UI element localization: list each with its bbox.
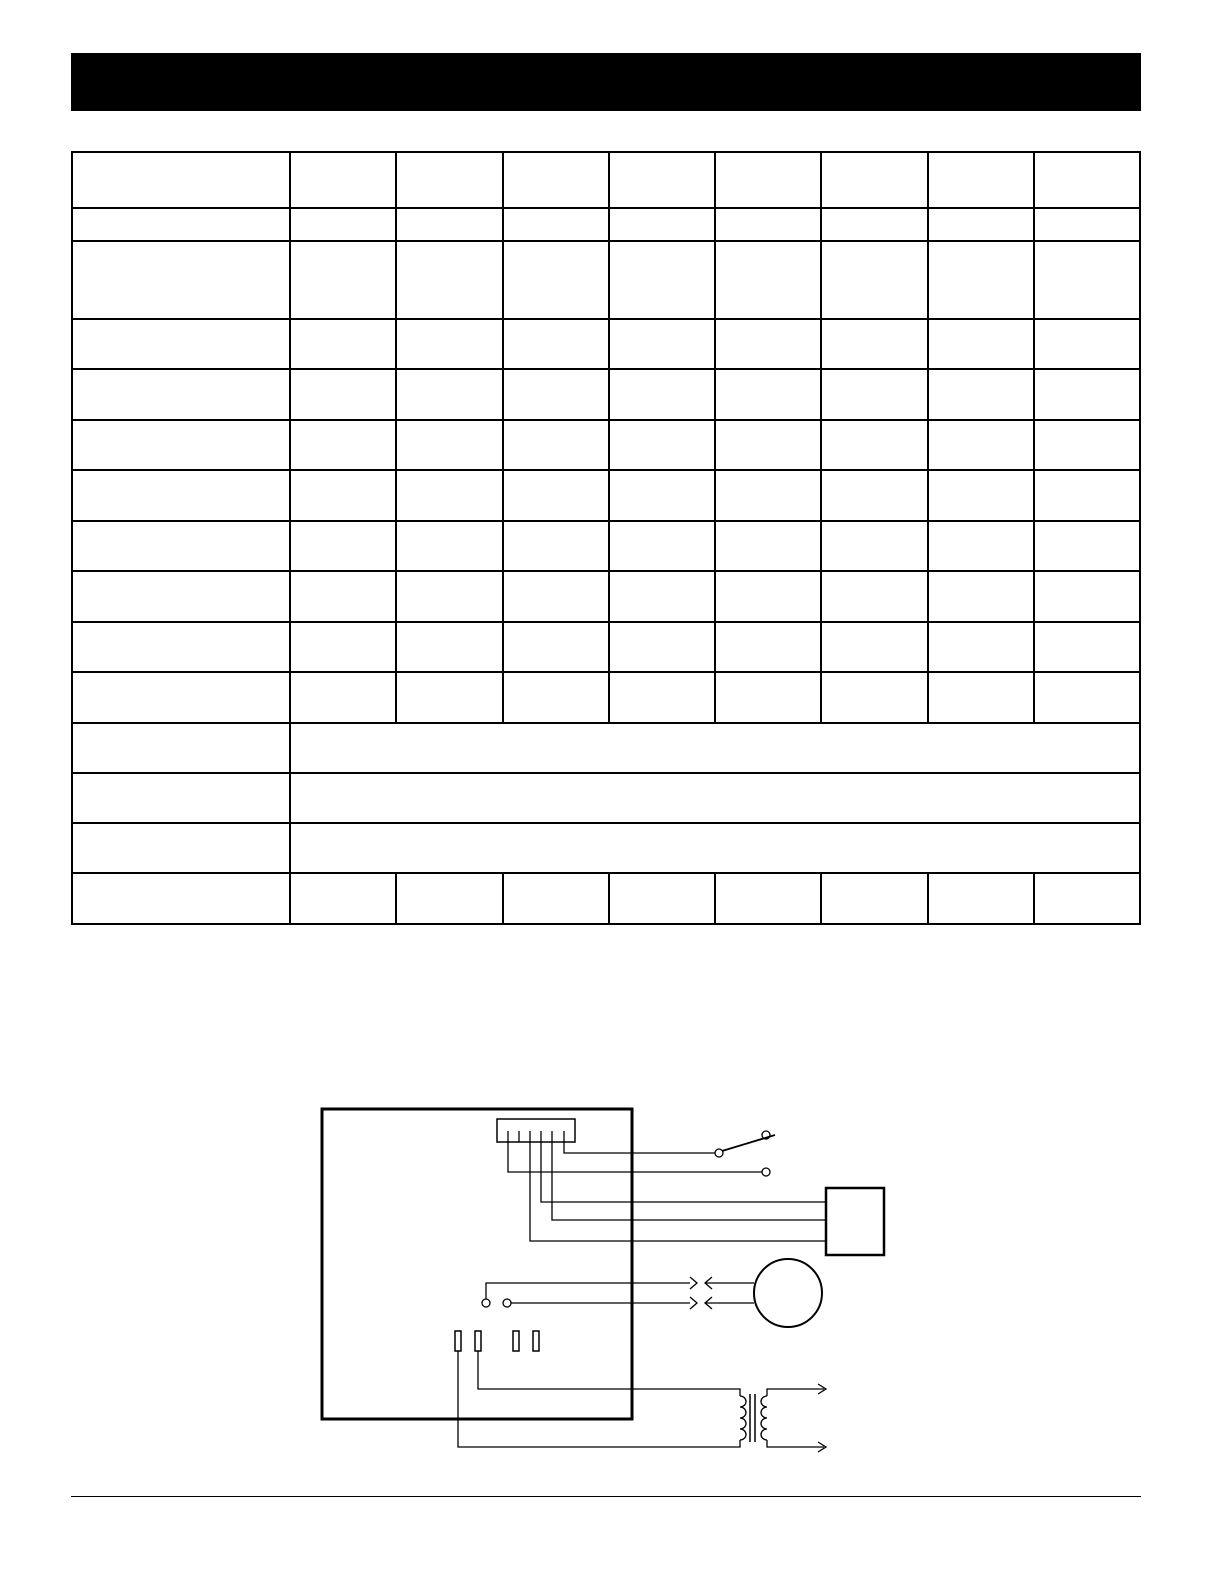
table-cell <box>1034 241 1140 319</box>
table-cell <box>821 470 927 521</box>
table-cell <box>715 622 821 672</box>
table-cell <box>396 521 502 571</box>
table-cell <box>609 873 715 924</box>
table-row <box>72 521 1140 571</box>
table-cell <box>928 622 1034 672</box>
table-cell <box>928 571 1034 622</box>
row-label <box>72 873 290 924</box>
table-cell <box>503 369 609 420</box>
table-row <box>72 873 1140 924</box>
table-cell <box>715 208 821 241</box>
specifications-table <box>71 151 1141 925</box>
table-cell <box>609 420 715 470</box>
table-cell <box>290 319 396 369</box>
table-cell <box>928 241 1034 319</box>
row-label <box>72 241 290 319</box>
table-cell <box>503 241 609 319</box>
row-label <box>72 823 290 873</box>
footer-rule <box>71 1496 1141 1497</box>
table-cell <box>290 470 396 521</box>
wiring-diagram <box>310 1095 910 1475</box>
table-row-spanned <box>72 823 1140 873</box>
table-cell <box>821 571 927 622</box>
table-cell <box>396 470 502 521</box>
table-cell <box>396 622 502 672</box>
table-cell <box>928 208 1034 241</box>
table-cell <box>928 521 1034 571</box>
table-row <box>72 241 1140 319</box>
transformer-symbol <box>740 1384 826 1452</box>
table-cell <box>821 208 927 241</box>
row-label <box>72 470 290 521</box>
table-cell <box>715 369 821 420</box>
module-box <box>826 1188 884 1255</box>
header-cell <box>503 152 609 208</box>
table-cell <box>503 319 609 369</box>
table-cell <box>503 873 609 924</box>
table-cell <box>1034 873 1140 924</box>
section-header-bar <box>71 53 1141 111</box>
row-label <box>72 319 290 369</box>
spanned-cell <box>290 723 1140 773</box>
table-cell <box>821 873 927 924</box>
row-label <box>72 369 290 420</box>
section-title <box>71 71 87 93</box>
table-cell <box>821 521 927 571</box>
board-terminals <box>455 1331 539 1351</box>
table-cell <box>715 873 821 924</box>
switch-symbol <box>715 1131 775 1176</box>
transformer-wiring <box>458 1351 740 1447</box>
table-cell <box>396 369 502 420</box>
table-cell <box>1034 521 1140 571</box>
table-row <box>72 208 1140 241</box>
spanned-cell <box>290 773 1140 823</box>
table-cell <box>715 521 821 571</box>
table-row-spanned <box>72 773 1140 823</box>
table-row-spanned <box>72 723 1140 773</box>
table-cell <box>503 208 609 241</box>
table-cell <box>396 571 502 622</box>
table-cell <box>1034 672 1140 723</box>
table-cell <box>1034 571 1140 622</box>
table-row <box>72 470 1140 521</box>
row-label <box>72 571 290 622</box>
table-cell <box>290 208 396 241</box>
table-cell <box>396 873 502 924</box>
table-cell <box>503 672 609 723</box>
table-cell <box>609 470 715 521</box>
header-cell <box>609 152 715 208</box>
terminal-connector <box>497 1119 575 1142</box>
table-cell <box>290 622 396 672</box>
row-label <box>72 208 290 241</box>
table-cell <box>609 369 715 420</box>
header-cell <box>396 152 502 208</box>
table-cell <box>290 241 396 319</box>
table-cell <box>715 241 821 319</box>
table-cell <box>396 672 502 723</box>
table-cell <box>503 521 609 571</box>
table-cell <box>609 319 715 369</box>
row-label <box>72 521 290 571</box>
table-cell <box>821 319 927 369</box>
table-cell <box>609 622 715 672</box>
table-cell <box>503 470 609 521</box>
table-cell <box>821 622 927 672</box>
table-cell <box>503 571 609 622</box>
table-cell <box>609 521 715 571</box>
row-label <box>72 773 290 823</box>
table-cell <box>503 420 609 470</box>
header-cell <box>928 152 1034 208</box>
table-cell <box>928 470 1034 521</box>
table-cell <box>821 672 927 723</box>
switch-wiring <box>508 1142 762 1172</box>
table-row <box>72 622 1140 672</box>
table-cell <box>396 420 502 470</box>
table-cell <box>290 672 396 723</box>
module-wiring <box>530 1142 826 1241</box>
table-header-row <box>72 152 1140 208</box>
table-cell <box>715 319 821 369</box>
table-cell <box>715 571 821 622</box>
table-cell <box>1034 420 1140 470</box>
table-cell <box>396 208 502 241</box>
header-cell <box>290 152 396 208</box>
table-cell <box>821 241 927 319</box>
table-cell <box>928 873 1034 924</box>
control-board <box>322 1109 632 1419</box>
table-cell <box>609 208 715 241</box>
row-label <box>72 672 290 723</box>
table-cell <box>609 571 715 622</box>
table-row <box>72 319 1140 369</box>
motor-wiring <box>482 1277 754 1309</box>
table-cell <box>715 470 821 521</box>
table-row <box>72 420 1140 470</box>
table-cell <box>290 873 396 924</box>
table-row <box>72 571 1140 622</box>
table-cell <box>928 672 1034 723</box>
header-cell <box>72 152 290 208</box>
table-row <box>72 672 1140 723</box>
table-cell <box>1034 369 1140 420</box>
table-cell <box>821 369 927 420</box>
row-label <box>72 420 290 470</box>
header-cell <box>715 152 821 208</box>
table-cell <box>1034 208 1140 241</box>
table-cell <box>715 420 821 470</box>
table-cell <box>928 420 1034 470</box>
row-label <box>72 723 290 773</box>
table-cell <box>609 672 715 723</box>
table-row <box>72 369 1140 420</box>
table-cell <box>928 369 1034 420</box>
table-cell <box>503 622 609 672</box>
table-cell <box>290 420 396 470</box>
table-cell <box>396 241 502 319</box>
table-cell <box>821 420 927 470</box>
table-cell <box>290 369 396 420</box>
spanned-cell <box>290 823 1140 873</box>
header-cell <box>1034 152 1140 208</box>
table-cell <box>715 672 821 723</box>
table-cell <box>609 241 715 319</box>
table-cell <box>290 521 396 571</box>
table-cell <box>290 571 396 622</box>
table-cell <box>928 319 1034 369</box>
table-cell <box>1034 622 1140 672</box>
table-cell <box>1034 470 1140 521</box>
motor-symbol <box>754 1259 822 1327</box>
header-cell <box>821 152 927 208</box>
table-cell <box>1034 319 1140 369</box>
row-label <box>72 622 290 672</box>
table-cell <box>396 319 502 369</box>
